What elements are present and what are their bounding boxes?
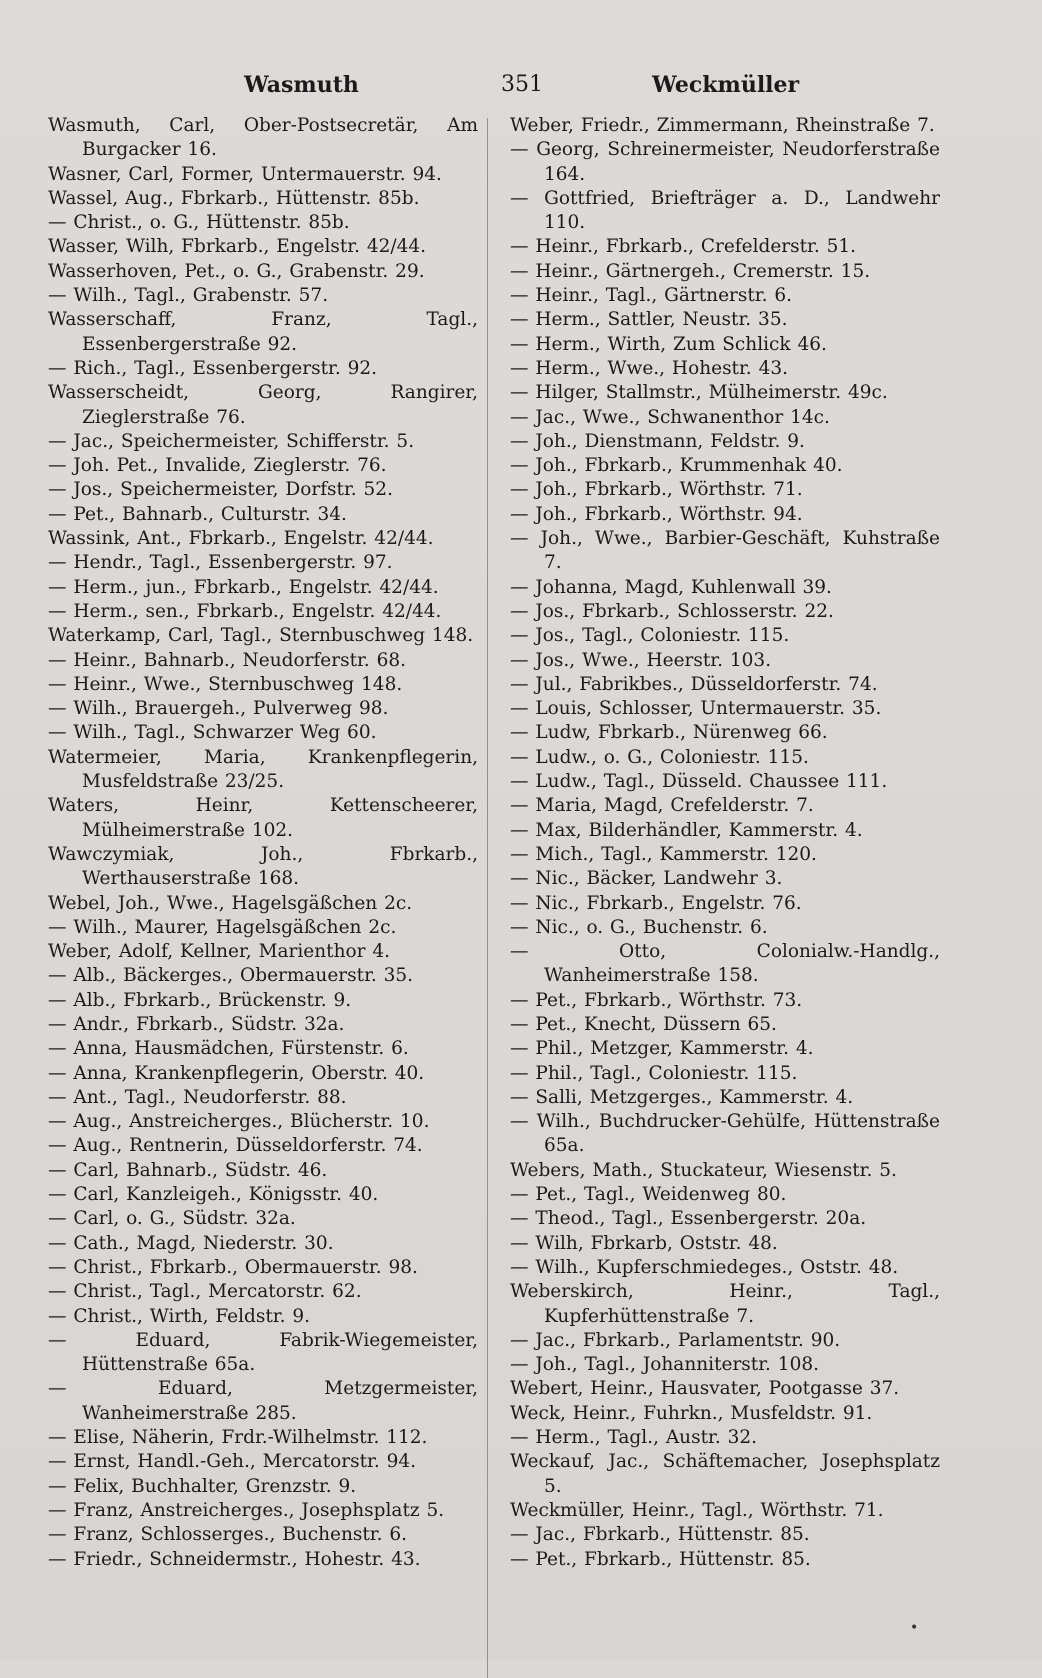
directory-entry: — Pet., Tagl., Weidenweg 80. [510, 1184, 787, 1206]
directory-entry: — Wilh., Maurer, Hagelsgäßchen 2c. [48, 916, 397, 938]
directory-entry: — Pet., Fbrkarb., Hüttenstr. 85. [510, 1548, 811, 1570]
directory-entry: — Joh., Fbrkarb., Wörthstr. 71. [510, 479, 803, 501]
directory-entry: Webert, Heinr., Hausvater, Pootgasse 37. [510, 1378, 900, 1400]
directory-entry: — Ernst, Handl.-Geh., Mercatorstr. 94. [48, 1451, 417, 1473]
directory-entry: — Felix, Buchhalter, Grenzstr. 9. [48, 1475, 357, 1497]
directory-entry: — Wilh, Fbrkarb, Oststr. 48. [510, 1232, 778, 1254]
directory-entry: — Christ., Fbrkarb., Obermauerstr. 98. [48, 1256, 418, 1278]
directory-entry: — Pet., Bahnarb., Culturstr. 34. [48, 503, 347, 525]
directory-entry: — Theod., Tagl., Essenbergerstr. 20a. [510, 1208, 867, 1230]
directory-entry: Weckauf, Jac., Schäftemacher, Josephsplatz 5. [510, 1451, 940, 1497]
directory-entry: — Aug., Rentnerin, Düsseldorferstr. 74. [48, 1135, 423, 1157]
directory-entry: — Eduard, Metzgermeister, Wanheimerstraße 285. [48, 1378, 478, 1424]
directory-entry: — Aug., Anstreicherges., Blücherstr. 10. [48, 1111, 430, 1133]
directory-entry: — Carl, o. G., Südstr. 32a. [48, 1208, 296, 1230]
directory-entry: — Hendr., Tagl., Essenbergerstr. 97. [48, 552, 393, 574]
directory-entry: — Elise, Näherin, Frdr.-Wilhelmstr. 112. [48, 1427, 428, 1449]
directory-entry: — Carl, Kanzleigeh., Königsstr. 40. [48, 1184, 379, 1206]
printer-mark: • [910, 1620, 919, 1636]
directory-entry: — Heinr., Gärtnergeh., Cremerstr. 15. [510, 260, 871, 282]
directory-entry: — Anna, Krankenpflegerin, Oberstr. 40. [48, 1062, 425, 1084]
directory-entry: — Heinr., Tagl., Gärtnerstr. 6. [510, 285, 793, 307]
directory-entry: — Jul., Fabrikbes., Düsseldorferstr. 74. [510, 673, 878, 695]
directory-entry: — Ludw., o. G., Coloniestr. 115. [510, 746, 809, 768]
directory-entry: Weckmüller, Heinr., Tagl., Wörthstr. 71. [510, 1499, 884, 1521]
directory-entry: — Ludw., Tagl., Düsseld. Chaussee 111. [510, 771, 888, 793]
directory-entry: — Mich., Tagl., Kammerstr. 120. [510, 843, 817, 865]
directory-entry: — Herm., jun., Fbrkarb., Engelstr. 42/44. [48, 576, 439, 598]
directory-entry: — Salli, Metzgerges., Kammerstr. 4. [510, 1086, 854, 1108]
directory-entry: — Heinr., Bahnarb., Neudorferstr. 68. [48, 649, 406, 671]
directory-entry: Webers, Math., Stuckateur, Wiesenstr. 5. [510, 1159, 897, 1181]
directory-entry: — Jac., Fbrkarb., Parlamentstr. 90. [510, 1329, 841, 1351]
directory-entry: Wasserscheidt, Georg, Rangirer, Zieglerstraße 76. [48, 382, 478, 428]
directory-entry: — Nic., o. G., Buchenstr. 6. [510, 916, 768, 938]
directory-entry: — Herm., Wirth, Zum Schlick 46. [510, 333, 827, 355]
directory-entry: — Jos., Speichermeister, Dorfstr. 52. [48, 479, 393, 501]
directory-entry: — Carl, Bahnarb., Südstr. 46. [48, 1159, 328, 1181]
directory-entry: Wassel, Aug., Fbrkarb., Hüttenstr. 85b. [48, 187, 420, 209]
directory-entry: Webel, Joh., Wwe., Hagelsgäßchen 2c. [48, 892, 413, 914]
directory-entry: Watermeier, Maria, Krankenpflegerin, Musfeldstraße 23/25. [48, 746, 478, 793]
directory-entry: — Pet., Knecht, Düssern 65. [510, 1013, 777, 1035]
directory-entry: — Joh., Tagl., Johanniterstr. 108. [510, 1354, 819, 1376]
directory-entry: — Wilh., Brauergeh., Pulverweg 98. [48, 698, 389, 720]
directory-entry: Weberskirch, Heinr., Tagl., Kupferhüttenstraße 7. [510, 1281, 940, 1327]
directory-entry: — Ludw, Fbrkarb., Nürenweg 66. [510, 722, 828, 744]
directory-entry: — Heinr., Wwe., Sternbuschweg 148. [48, 673, 403, 695]
directory-entry: — Anna, Hausmädchen, Fürstenstr. 6. [48, 1038, 409, 1060]
directory-entry: — Louis, Schlosser, Untermauerstr. 35. [510, 698, 882, 720]
directory-entry: — Hilger, Stallmstr., Mülheimerstr. 49c. [510, 382, 888, 404]
directory-entry: — Jac., Fbrkarb., Hüttenstr. 85. [510, 1524, 810, 1546]
directory-entry: — Jos., Tagl., Coloniestr. 115. [510, 625, 790, 647]
directory-entry: — Jos., Wwe., Heerstr. 103. [510, 649, 772, 671]
directory-entry: — Rich., Tagl., Essenbergerstr. 92. [48, 357, 378, 379]
directory-entry: — Wilh., Tagl., Grabenstr. 57. [48, 285, 329, 307]
page-number: 351 [501, 72, 543, 97]
directory-entry: — Friedr., Schneidermstr., Hohestr. 43. [48, 1548, 421, 1570]
directory-entry: — Max, Bilderhändler, Kammerstr. 4. [510, 819, 863, 841]
directory-entry: — Joh., Wwe., Barbier-Geschäft, Kuhstraße 7. [510, 528, 940, 574]
directory-entry: Wasser, Wilh, Fbrkarb., Engelstr. 42/44. [48, 236, 427, 258]
column-divider [487, 118, 488, 1678]
directory-entry: — Christ., o. G., Hüttenstr. 85b. [48, 212, 350, 234]
directory-entry: — Joh., Fbrkarb., Wörthstr. 94. [510, 503, 803, 525]
directory-entry: — Wilh., Buchdrucker-Gehülfe, Hüttenstraße 65a. [510, 1111, 940, 1157]
directory-entry: Weber, Adolf, Kellner, Marienthor 4. [48, 941, 391, 963]
directory-entry: — Wilh., Tagl., Schwarzer Weg 60. [48, 722, 377, 744]
directory-entry: — Otto, Colonialw.-Handlg., Wanheimerstraße 158. [510, 941, 940, 987]
directory-entry: — Jos., Fbrkarb., Schlosserstr. 22. [510, 600, 834, 622]
directory-entry: — Nic., Bäcker, Landwehr 3. [510, 868, 783, 890]
directory-entry: — Wilh., Kupferschmiedeges., Oststr. 48. [510, 1256, 899, 1278]
directory-entry: — Christ., Tagl., Mercatorstr. 62. [48, 1281, 362, 1303]
directory-entry: Wassink, Ant., Fbrkarb., Engelstr. 42/44. [48, 528, 434, 550]
directory-entry: — Herm., Tagl., Austr. 32. [510, 1427, 758, 1449]
directory-entry: — Franz, Schlosserges., Buchenstr. 6. [48, 1524, 408, 1546]
directory-entry: — Eduard, Fabrik-Wiegemeister, Hüttenstraße 65a. [48, 1329, 478, 1376]
directory-entry: — Johanna, Magd, Kuhlenwall 39. [510, 576, 832, 598]
directory-entry: — Joh., Fbrkarb., Krummenhak 40. [510, 455, 843, 477]
left-column [48, 114, 478, 1572]
directory-entry: — Nic., Fbrkarb., Engelstr. 76. [510, 892, 802, 914]
directory-entry: — Herm., Wwe., Hohestr. 43. [510, 357, 788, 379]
directory-entry: — Phil., Metzger, Kammerstr. 4. [510, 1038, 814, 1060]
directory-entry: — Christ., Wirth, Feldstr. 9. [48, 1305, 311, 1327]
directory-entry: Weck, Heinr., Fuhrkn., Musfeldstr. 91. [510, 1402, 873, 1424]
directory-entry: Wasner, Carl, Former, Untermauerstr. 94. [48, 163, 442, 185]
directory-entry: — Herm., Sattler, Neustr. 35. [510, 309, 788, 331]
directory-entry: Wasserschaff, Franz, Tagl., Essenbergerstraße 92. [48, 309, 478, 355]
directory-entry: — Georg, Schreinermeister, Neudorferstraße 164. [510, 139, 940, 185]
directory-entry: — Franz, Anstreicherges., Josephsplatz 5. [48, 1499, 445, 1521]
directory-entry: — Alb., Bäckerges., Obermauerstr. 35. [48, 965, 414, 987]
directory-entry: — Heinr., Fbrkarb., Crefelderstr. 51. [510, 236, 857, 258]
directory-entry: — Jac., Wwe., Schwanenthor 14c. [510, 406, 830, 428]
directory-entry: — Joh., Dienstmann, Feldstr. 9. [510, 430, 805, 452]
directory-entry: Waterkamp, Carl, Tagl., Sternbuschweg 148. [48, 625, 474, 647]
header-last-name: Weckmüller [652, 72, 800, 98]
directory-entry: — Cath., Magd, Niederstr. 30. [48, 1232, 334, 1254]
directory-entry: — Andr., Fbrkarb., Südstr. 32a. [48, 1013, 345, 1035]
directory-entry: — Gottfried, Briefträger a. D., Landwehr 110. [510, 187, 940, 234]
directory-entry: — Pet., Fbrkarb., Wörthstr. 73. [510, 989, 803, 1011]
directory-entry: — Maria, Magd, Crefelderstr. 7. [510, 795, 814, 817]
directory-entry: Wasserhoven, Pet., o. G., Grabenstr. 29. [48, 260, 425, 282]
directory-entry: — Phil., Tagl., Coloniestr. 115. [510, 1062, 798, 1084]
directory-entry: Waters, Heinr, Kettenscheerer, Mülheimerstraße 102. [48, 795, 478, 841]
directory-entry: Wawczymiak, Joh., Fbrkarb., Werthauserstraße 168. [48, 843, 478, 890]
directory-entry: Wasmuth, Carl, Ober-Postsecretär, Am Burgacker 16. [48, 115, 478, 161]
directory-entry: — Joh. Pet., Invalide, Zieglerstr. 76. [48, 455, 387, 477]
directory-entry: — Jac., Speichermeister, Schifferstr. 5. [48, 430, 415, 452]
directory-entry: — Alb., Fbrkarb., Brückenstr. 9. [48, 989, 352, 1011]
directory-entry: — Herm., sen., Fbrkarb., Engelstr. 42/44. [48, 600, 442, 622]
header-first-name: Wasmuth [244, 72, 359, 98]
directory-entry: — Ant., Tagl., Neudorferstr. 88. [48, 1086, 347, 1108]
directory-entry: Weber, Friedr., Zimmermann, Rheinstraße 7. [510, 115, 935, 136]
right-column [510, 114, 940, 1572]
page-header [48, 72, 994, 106]
